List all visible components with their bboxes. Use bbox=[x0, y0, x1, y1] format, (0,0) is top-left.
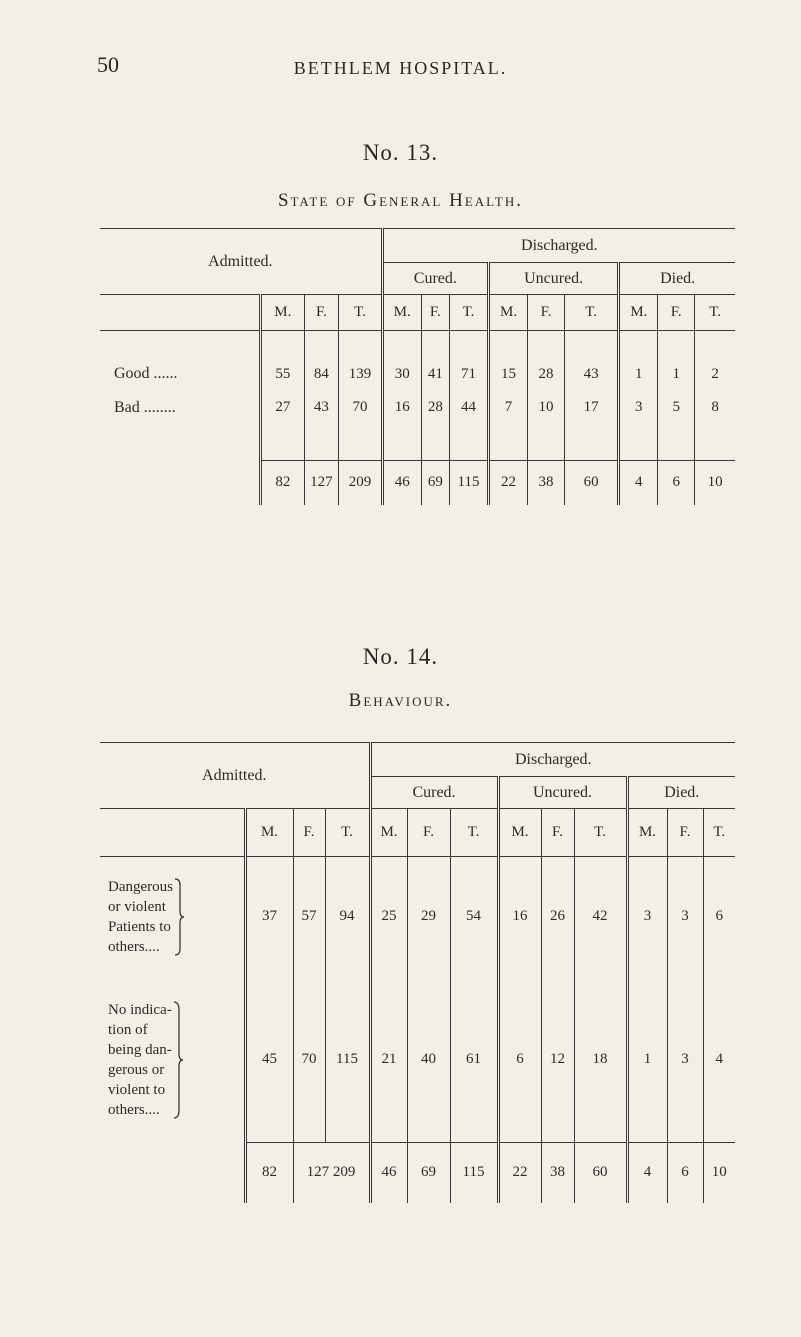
totals-row: 82 127 209 46 69 115 22 38 60 4 6 10 bbox=[100, 1143, 735, 1203]
discharged-header: Discharged. bbox=[382, 229, 735, 263]
sub-header-row: M. F. T. M. F. T. M. F. T. M. F. T. bbox=[100, 295, 735, 331]
table-13 bbox=[100, 228, 735, 505]
table-14 bbox=[100, 742, 735, 1203]
right-brace-icon bbox=[172, 1000, 184, 1120]
table-row: Bad ........ 27 43 70 16 28 44 7 10 17 3 5 8 bbox=[100, 389, 735, 461]
uncured-header: Uncured. bbox=[498, 777, 627, 809]
row-label-dangerous: Dangerous or violent Patients to others.... bbox=[108, 878, 173, 955]
table-13-number: No. 13. bbox=[362, 140, 439, 165]
discharged-header: Discharged. bbox=[370, 743, 735, 777]
table-13-title: State of General Health. bbox=[277, 190, 524, 211]
sub-header-row: M. F. T. M. F. T. M. F. T. M. F. T. bbox=[100, 809, 735, 857]
table-row: Good ...... 55 84 139 30 41 71 15 28 43 1 1 2 bbox=[100, 331, 735, 389]
running-head: BETHLEM HOSPITAL. bbox=[293, 58, 508, 78]
page-number: 50 bbox=[97, 52, 119, 77]
admitted-header: Admitted. bbox=[100, 229, 382, 295]
table-14-title: Behaviour. bbox=[348, 690, 453, 711]
table-14-number: No. 14. bbox=[362, 644, 439, 669]
table-row: Dangerous or violent Patients to others.... 37 57 94 25 29 54 16 26 42 3 3 6 bbox=[100, 857, 735, 977]
right-brace-icon bbox=[173, 877, 185, 957]
admitted-header: Admitted. bbox=[100, 743, 370, 809]
cured-header: Cured. bbox=[382, 263, 488, 295]
uncured-header: Uncured. bbox=[489, 263, 619, 295]
cured-header: Cured. bbox=[370, 777, 498, 809]
totals-row: 82 127 209 46 69 115 22 38 60 4 6 10 bbox=[100, 461, 735, 505]
died-header: Died. bbox=[619, 263, 735, 295]
row-label-not-dangerous: No indica- tion of being dan- gerous or violent to others.... bbox=[108, 1001, 172, 1118]
died-header: Died. bbox=[627, 777, 735, 809]
table-row: No indica- tion of being dan- gerous or violent to others.... 45 70 115 21 40 61 6 12 18 1 3 4 bbox=[100, 977, 735, 1143]
